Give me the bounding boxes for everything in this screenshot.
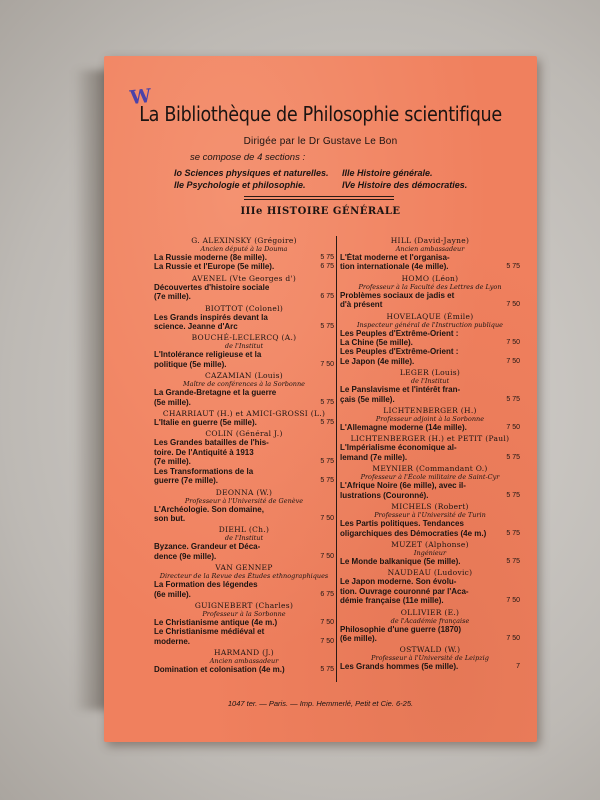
book-line — [154, 627, 334, 636]
book-title: guerre (7e mille). — [154, 476, 219, 486]
book-line — [340, 634, 520, 643]
catalog-entry — [154, 563, 334, 599]
author-name: DIEHL (Ch.) — [218, 525, 270, 535]
book-price: 5 75 — [320, 419, 334, 427]
section-4: IVe Histoire des démocraties. — [342, 180, 468, 190]
book-price: 7 50 — [320, 552, 334, 560]
top-rule — [244, 196, 394, 197]
catalog-entry — [154, 304, 334, 332]
sections-intro: se compose de 4 sections : — [190, 152, 306, 163]
series-director: Dirigée par le Dr Gustave Le Bon — [243, 136, 398, 147]
book-title: L'Allemagne moderne (14e mille). — [340, 423, 467, 433]
book-price: 7 50 — [506, 339, 520, 347]
book-line — [340, 262, 520, 271]
author-credential: Inspecteur général de l'Instruction publique — [356, 320, 503, 329]
book-line — [154, 448, 334, 457]
book-title: Le Christianisme médiéval et — [154, 627, 265, 637]
catalog-entry — [340, 502, 520, 538]
catalog-entry — [154, 371, 334, 407]
author-credential: Ancien député à la Douma — [200, 245, 288, 253]
catalog-entry — [154, 236, 334, 272]
book-title: (7e mille). — [154, 457, 191, 467]
book-title: Découvertes d'histoire sociale — [154, 282, 270, 292]
author-name: LICHTENBERGER (H.) et PETIT (Paul) — [350, 434, 510, 444]
book-line — [340, 491, 520, 500]
author-name: LEGER (Louis) — [399, 368, 461, 378]
author-credential: Ancien ambassadeur — [395, 245, 465, 253]
author-name: COLIN (Général J.) — [205, 429, 283, 439]
book-line — [340, 385, 520, 394]
book-price: 5 75 — [320, 323, 334, 331]
book-title: lemand (7e mille). — [340, 452, 408, 462]
book-line — [154, 398, 334, 407]
book-line — [340, 300, 520, 309]
book-title: tion internationale (4e mille). — [340, 262, 449, 272]
book-line — [154, 438, 334, 447]
top-rule-double — [244, 199, 394, 200]
author-name: CAZAMIAN (Louis) — [204, 371, 283, 381]
column-divider — [336, 236, 337, 682]
book-price: 7 50 — [320, 360, 334, 368]
book-line — [340, 453, 520, 462]
book-line — [340, 395, 520, 404]
book-line — [154, 322, 334, 331]
catalog-entry — [340, 406, 520, 432]
author-name: AVENEL (Vte Georges d') — [191, 273, 297, 283]
author-name: NAUDEAU (Ludovic) — [387, 568, 473, 578]
author-credential: Professeur à la Sorbonne — [202, 609, 286, 618]
book-title: (7e mille). — [154, 292, 191, 302]
book-title: Les Transformations de la — [154, 466, 254, 476]
book-line — [340, 519, 520, 528]
book-title: La Russie et l'Europe (5e mille). — [154, 262, 275, 272]
author-name: HOVELAQUE (Émile) — [386, 311, 474, 321]
author-name: DEONNA (W.) — [215, 487, 273, 497]
book-title: La Grande-Bretagne et la guerre — [154, 388, 277, 398]
catalog-entry — [340, 312, 520, 367]
book-title: dence (9e mille). — [154, 551, 217, 561]
book-line — [340, 347, 520, 356]
author-credential: de l'Académie française — [390, 616, 470, 625]
book-price: 5 75 — [320, 254, 334, 261]
book-price: 7 50 — [506, 301, 520, 309]
book-price: 5 75 — [320, 398, 334, 406]
catalog-entry — [154, 488, 334, 524]
book-line — [154, 360, 334, 369]
book-line — [340, 357, 520, 366]
book-line — [340, 443, 520, 452]
book-title: tion. Ouvrage couronné par l'Aca- — [340, 586, 469, 596]
author-credential: de l'Institut — [224, 342, 264, 351]
book-price: 5 75 — [506, 491, 520, 499]
book-title: Byzance. Grandeur et Déca- — [154, 542, 261, 552]
section-3: IIIe Histoire générale. — [342, 168, 433, 178]
book-line — [154, 350, 334, 359]
book-title: (6e mille). — [340, 633, 377, 643]
book-price: 6 75 — [320, 590, 334, 598]
catalog-entry — [154, 409, 334, 427]
book-price: 5 75 — [320, 477, 334, 485]
book-title: Le Christianisme antique (4e m.) — [154, 617, 278, 627]
book-line — [340, 291, 520, 300]
book-price: 5 75 — [320, 458, 334, 466]
author-credential: Professeur à l'Université de Genève — [184, 496, 304, 505]
book-title: (6e mille). — [154, 589, 191, 599]
book-title: d'à présent — [340, 300, 383, 310]
book-title: Philosophie d'une guerre (1870) — [340, 624, 462, 634]
book-price: 7 50 — [506, 357, 520, 365]
book-line — [154, 637, 334, 646]
book-title: démie française (11e mille). — [340, 596, 444, 606]
author-name: BIOTTOT (Colonel) — [204, 303, 284, 313]
catalog-entry — [340, 464, 520, 500]
author-name: OSTWALD (W.) — [399, 645, 461, 655]
section-1: Io Sciences physiques et naturelles. — [174, 168, 329, 178]
book-price: 5 75 — [506, 395, 520, 403]
author-credential: Professeur à l'Université de Turin — [374, 511, 486, 520]
book-title: oligarchiques des Démocraties (4e m.) — [340, 528, 487, 538]
author-name: OLLIVIER (E.) — [400, 607, 460, 617]
author-name: MUZET (Alphonse) — [391, 539, 469, 549]
book-line — [340, 481, 520, 490]
catalog-entry — [340, 434, 520, 462]
section-heading: IIIe HISTOIRE GÉNÉRALE — [240, 206, 401, 217]
book-line — [154, 590, 334, 599]
author-name: VAN GENNEP — [215, 563, 273, 573]
book-title: L'État moderne et l'organisa- — [340, 253, 450, 262]
book-price: 7 50 — [320, 514, 334, 522]
section-2: IIe Psychologie et philosophie. — [174, 180, 306, 190]
author-credential: de l'Institut — [224, 534, 264, 543]
catalog-entry — [154, 274, 334, 302]
book-price: 5 75 — [506, 453, 520, 461]
catalog-entry — [154, 429, 334, 485]
catalog-entry — [154, 333, 334, 369]
catalog-entry — [340, 645, 520, 671]
author-credential: Professeur adjoint à la Sorbonne — [375, 415, 485, 424]
book-title: science. Jeanne d'Arc — [154, 322, 238, 332]
author-credential: de l'Institut — [410, 377, 450, 386]
book-title: L'Archéologie. Son domaine, — [154, 504, 264, 514]
book-line — [154, 467, 334, 476]
author-name: MEYNIER (Commandant O.) — [372, 464, 488, 474]
book-title: çais (5e mille). — [340, 394, 395, 404]
book-title: moderne. — [154, 636, 191, 646]
book-title: Les Grandes batailles de l'his- — [154, 438, 269, 448]
author-name: HARMAND (J.) — [214, 648, 274, 658]
book-price: 7 50 — [506, 634, 520, 642]
book-line — [154, 476, 334, 485]
author-name: MICHELS (Robert) — [391, 502, 469, 512]
book-line — [340, 253, 520, 262]
book-line — [154, 262, 334, 271]
book-title: Le Japon moderne. Son évolu- — [340, 577, 457, 587]
book-title: Le Panslavisme et l'intérêt fran- — [340, 385, 461, 395]
series-title: La Bibliothèque de Philosophie scientifique — [139, 102, 502, 126]
book-line — [154, 283, 334, 292]
author-credential: Ancien ambassadeur — [209, 657, 279, 666]
author-name: CHARRIAUT (H.) et AMICI-GROSSI (L.) — [162, 409, 326, 419]
author-name: GUIGNEBERT (Charles) — [194, 600, 294, 610]
book-back-cover — [104, 56, 537, 742]
catalog-entry — [154, 601, 334, 646]
book-line — [340, 596, 520, 605]
book-title: La Russie moderne (8e mille). — [154, 253, 267, 262]
book-line — [340, 625, 520, 634]
book-title: L'Italie en guerre (5e mille). — [154, 418, 257, 428]
book-line — [154, 552, 334, 561]
book-price: 6 75 — [320, 293, 334, 301]
book-line — [340, 529, 520, 538]
author-credential: Directeur de la Revue des Études ethnographiques — [159, 572, 329, 581]
catalog-entry — [340, 236, 520, 272]
book-title: Le Monde balkanique (5e mille). — [340, 556, 461, 566]
author-name: G. ALEXINSKY (Grégoire) — [191, 236, 297, 245]
book-price: 5 75 — [506, 263, 520, 271]
book-title: L'Impérialisme économique al- — [340, 443, 457, 453]
book-title: politique (5e mille). — [154, 359, 227, 369]
left-column — [154, 236, 334, 677]
book-line — [340, 662, 520, 671]
book-title: Le Japon (4e mille). — [340, 356, 415, 366]
author-credential: Professeur à l'École militaire de Saint-Cyr — [360, 473, 500, 482]
book-price: 7 50 — [320, 618, 334, 626]
author-credential: Professeur à la Faculté des Lettres de Lyon — [358, 282, 502, 291]
book-title: Problèmes sociaux de jadis et — [340, 290, 455, 300]
book-price: 5 75 — [320, 666, 334, 674]
book-line — [340, 557, 520, 566]
book-line — [340, 338, 520, 347]
library-stamp: W — [128, 84, 153, 110]
book-title: Les Grands hommes (5e mille). — [340, 662, 459, 672]
book-price: 7 — [516, 663, 520, 671]
book-line — [154, 313, 334, 322]
catalog-entry — [340, 540, 520, 566]
author-name: HOMO (Léon) — [401, 273, 459, 283]
book-title: Les Peuples d'Extrême-Orient : — [340, 347, 459, 357]
author-name: BOUCHÉ-LECLERCQ (A.) — [191, 333, 297, 343]
author-credential: Maître de conférences à la Sorbonne — [182, 380, 306, 389]
book-line — [340, 587, 520, 596]
catalog-entry — [154, 525, 334, 561]
book-price: 6 75 — [320, 263, 334, 271]
catalog-entry — [340, 368, 520, 404]
book-title: L'Intolérance religieuse et la — [154, 350, 262, 360]
book-price: 7 50 — [320, 637, 334, 645]
book-title: Les Partis politiques. Tendances — [340, 519, 464, 529]
catalog-entry — [340, 568, 520, 605]
book-title: L'Afrique Noire (6e mille), avec il- — [340, 481, 466, 491]
book-line — [154, 388, 334, 397]
author-credential: Ingénieur — [413, 548, 447, 557]
book-price: 5 75 — [506, 529, 520, 537]
book-title: Domination et colonisation (4e m.) — [154, 665, 285, 675]
book-line — [340, 423, 520, 432]
book-price: 7 50 — [506, 597, 520, 605]
book-price: 5 75 — [506, 557, 520, 565]
book-line — [154, 505, 334, 514]
book-title: Les Peuples d'Extrême-Orient : — [340, 328, 459, 338]
catalog-entry — [340, 608, 520, 644]
author-name: LICHTENBERGER (H.) — [383, 406, 477, 416]
author-credential: Professeur à l'Université de Leipzig — [371, 654, 489, 663]
book-title: son but. — [154, 513, 186, 523]
book-line — [154, 514, 334, 523]
book-line — [154, 418, 334, 427]
book-title: lustrations (Couronné). — [340, 490, 429, 500]
catalog-entry — [154, 648, 334, 674]
book-title: La Formation des légendes — [154, 580, 258, 590]
book-line — [154, 292, 334, 301]
book-title: (5e mille). — [154, 397, 191, 407]
catalog-entry — [340, 274, 520, 310]
book-line — [154, 665, 334, 674]
author-name: HILL (David-Jayne) — [390, 236, 470, 245]
book-title: Les Grands inspirés devant la — [154, 312, 268, 322]
book-line — [154, 542, 334, 551]
book-line — [154, 618, 334, 627]
book-line — [154, 253, 334, 262]
book-title: La Chine (5e mille). — [340, 338, 413, 348]
right-column — [340, 236, 520, 674]
book-title: toire. De l'Antiquité à 1913 — [154, 447, 254, 457]
book-line — [154, 580, 334, 589]
book-line — [340, 577, 520, 586]
book-line — [340, 329, 520, 338]
book-price: 7 50 — [506, 424, 520, 432]
book-line — [154, 457, 334, 466]
printer-imprint: 1047 ter. — Paris. — Imp. Hemmerlé, Petit et Cie. 6-25. — [227, 699, 414, 708]
